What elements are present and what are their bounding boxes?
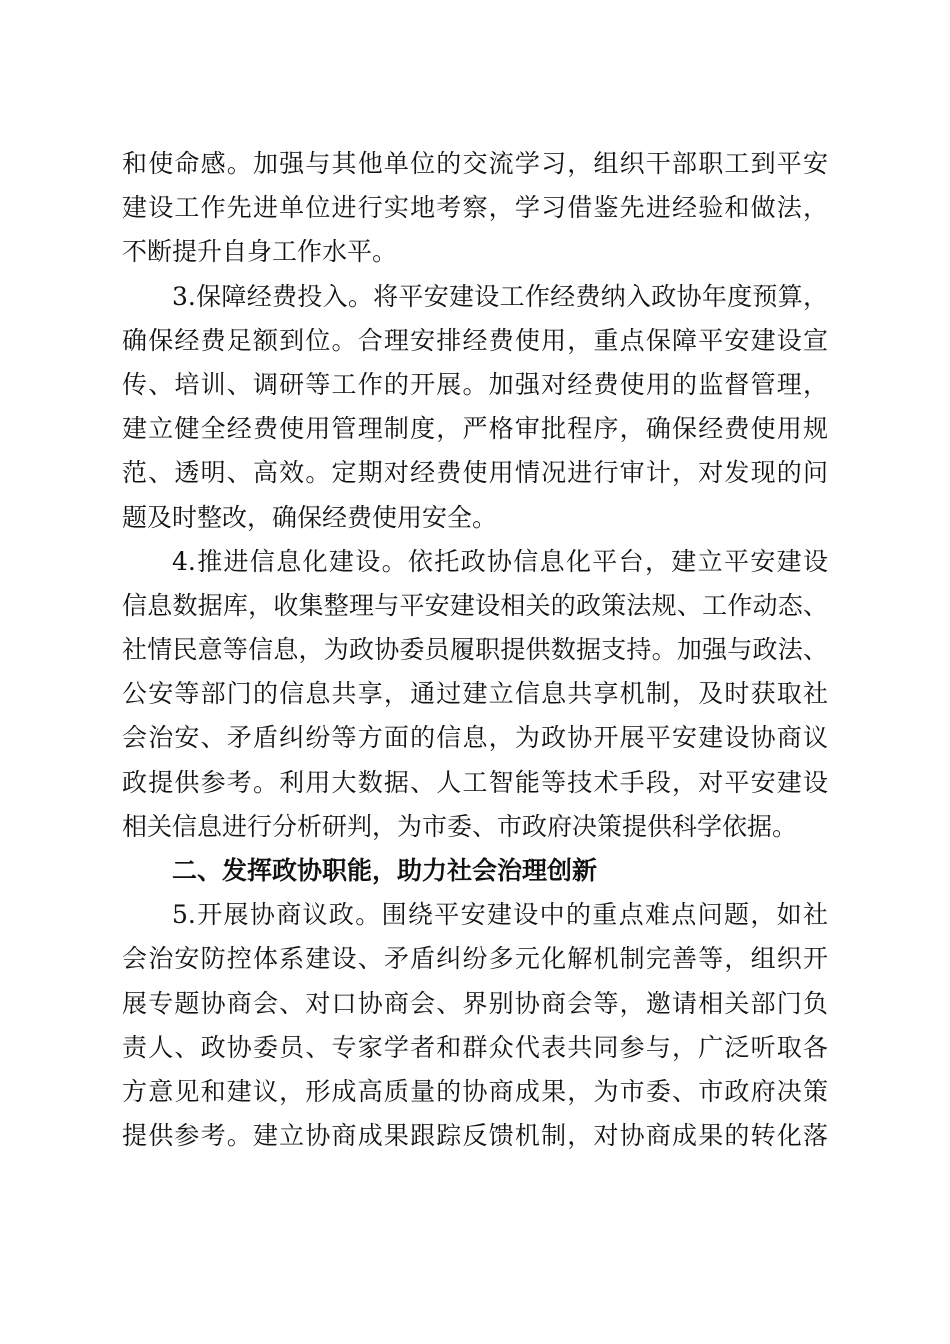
- text-line: 传、培训、调研等工作的开展。加强对经费使用的监督管理，: [122, 369, 828, 399]
- paragraph-4-first-line: 4.推进信息化建设。依托政协信息化平台，建立平安建设: [172, 546, 828, 576]
- text-line: 范、透明、高效。定期对经费使用情况进行审计，对发现的问: [122, 458, 828, 488]
- text-line: 责人、政协委员、专家学者和群众代表共同参与，广泛听取各: [122, 1032, 828, 1062]
- text-line: 提供参考。建立协商成果跟踪反馈机制，对协商成果的转化落: [122, 1121, 828, 1151]
- document-body: [122, 142, 828, 1158]
- text-line: 公安等部门的信息共享，通过建立信息共享机制，及时获取社: [122, 679, 828, 709]
- text-line: 展专题协商会、对口协商会、界别协商会等，邀请相关部门负: [122, 988, 828, 1018]
- text-line: 信息数据库，收集整理与平安建设相关的政策法规、工作动态、: [122, 590, 828, 620]
- text-line: 社情民意等信息，为政协委员履职提供数据支持。加强与政法、: [122, 635, 828, 665]
- text-line: 建设工作先进单位进行实地考察，学习借鉴先进经验和做法，: [122, 193, 828, 223]
- text-line: 确保经费足额到位。合理安排经费使用，重点保障平安建设宣: [122, 325, 828, 355]
- text-line: 题及时整改，确保经费使用安全。: [122, 502, 498, 532]
- paragraph-3-first-line: 3.保障经费投入。将平安建设工作经费纳入政协年度预算，: [172, 281, 828, 311]
- paragraph-5-first-line: 5.开展协商议政。围绕平安建设中的重点难点问题，如社: [172, 900, 828, 930]
- text-line: 相关信息进行分析研判，为市委、市政府决策提供科学依据。: [122, 811, 798, 841]
- text-line: 政提供参考。利用大数据、人工智能等技术手段，对平安建设: [122, 767, 828, 797]
- text-line: 建立健全经费使用管理制度，严格审批程序，确保经费使用规: [122, 414, 828, 444]
- text-line: 和使命感。加强与其他单位的交流学习，组织干部职工到平安: [122, 149, 828, 178]
- text-line: 会治安、矛盾纠纷等方面的信息，为政协开展平安建设协商议: [122, 723, 828, 753]
- text-line: 方意见和建议，形成高质量的协商成果，为市委、市政府决策: [122, 1076, 828, 1106]
- text-line: 不断提升自身工作水平。: [122, 237, 398, 267]
- text-line: 会治安防控体系建设、矛盾纠纷多元化解机制完善等，组织开: [122, 944, 828, 974]
- section-heading: 二、发挥政协职能，助力社会治理创新: [172, 856, 598, 885]
